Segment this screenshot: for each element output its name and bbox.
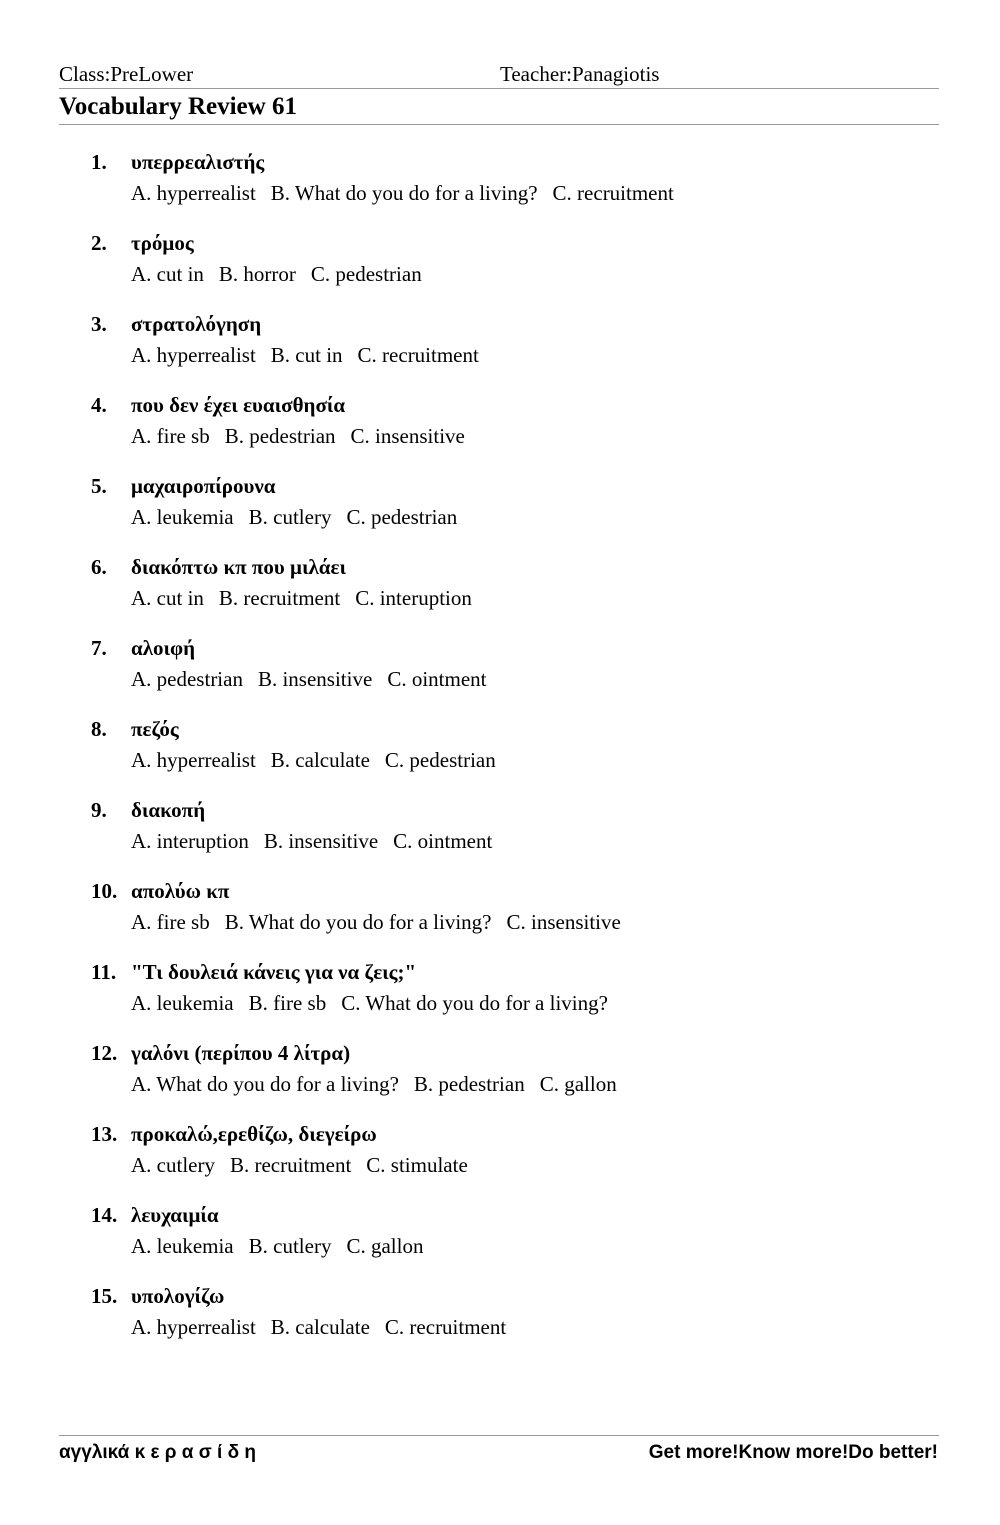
question-number: 11. (91, 960, 117, 984)
question-item (0, 393, 1000, 474)
answer-option[interactable]: A. cutlery (131, 1153, 215, 1177)
question-item (0, 1203, 1000, 1284)
title-divider (59, 124, 939, 125)
question-number: 4. (91, 393, 107, 417)
answer-option[interactable]: C. gallon (346, 1234, 424, 1258)
answer-options (131, 667, 501, 692)
question-number: 10. (91, 879, 118, 903)
answer-option[interactable]: A. cut in (131, 586, 204, 610)
answer-options (131, 991, 623, 1016)
answer-option[interactable]: B. cut in (270, 343, 343, 367)
answer-option[interactable]: B. What do you do for a living? (224, 910, 492, 934)
question-number: 7. (91, 636, 107, 660)
answer-option[interactable]: C. interuption (355, 586, 472, 610)
answer-options (131, 1234, 438, 1259)
answer-option[interactable]: C. insensitive (506, 910, 621, 934)
answer-options (131, 1153, 483, 1178)
class-label: Class:PreLower (59, 62, 194, 86)
question-number: 2. (91, 231, 107, 255)
question-item (0, 474, 1000, 555)
question-number: 5. (91, 474, 107, 498)
teacher-label: Teacher:Panagiotis (500, 62, 660, 86)
question-number: 13. (91, 1122, 118, 1146)
question-term: απολύω κπ (131, 879, 230, 903)
answer-option[interactable]: C. insensitive (350, 424, 465, 448)
question-term: διακόπτω κπ που μιλάει (131, 555, 346, 579)
answer-option[interactable]: C. ointment (393, 829, 493, 853)
answer-options (131, 586, 487, 611)
question-item (0, 1041, 1000, 1122)
answer-option[interactable]: B. cutlery (248, 505, 332, 529)
question-number: 6. (91, 555, 107, 579)
answer-option[interactable]: B. What do you do for a living? (270, 181, 538, 205)
question-item (0, 879, 1000, 960)
question-item (0, 231, 1000, 312)
question-term: υπερρεαλιστής (131, 150, 265, 174)
page-title: Vocabulary Review 61 (59, 93, 297, 120)
question-item (0, 717, 1000, 798)
question-number: 8. (91, 717, 107, 741)
answer-option[interactable]: A. pedestrian (131, 667, 243, 691)
answer-option[interactable]: C. recruitment (357, 343, 479, 367)
footer-slogan: Get more!Know more!Do better! (648, 1442, 938, 1463)
answer-option[interactable]: C. pedestrian (384, 748, 496, 772)
question-term: αλοιφή (131, 636, 196, 660)
question-item (0, 1122, 1000, 1203)
answer-options (131, 181, 689, 206)
question-number: 3. (91, 312, 107, 336)
question-number: 1. (91, 150, 107, 174)
worksheet-header (59, 62, 939, 88)
question-term: διακοπή (131, 798, 206, 822)
question-term: λευχαιμία (131, 1203, 219, 1227)
answer-option[interactable]: C. recruitment (552, 181, 674, 205)
answer-options (131, 262, 437, 287)
question-item (0, 1284, 1000, 1365)
answer-option[interactable]: C. pedestrian (310, 262, 422, 286)
answer-options (131, 1072, 632, 1097)
question-item (0, 150, 1000, 231)
answer-option[interactable]: A. hyperrealist (131, 748, 256, 772)
header-divider (59, 88, 939, 89)
question-term: που δεν έχει ευαισθησία (131, 393, 346, 417)
answer-option[interactable]: B. pedestrian (413, 1072, 525, 1096)
question-item (0, 636, 1000, 717)
answer-option[interactable]: B. calculate (270, 1315, 370, 1339)
answer-options (131, 748, 511, 773)
answer-option[interactable]: C. pedestrian (346, 505, 458, 529)
answer-option[interactable]: B. cutlery (248, 1234, 332, 1258)
question-number: 14. (91, 1203, 118, 1227)
question-term: τρόμος (131, 231, 194, 255)
answer-option[interactable]: B. fire sb (248, 991, 327, 1015)
answer-option[interactable]: B. insensitive (257, 667, 373, 691)
answer-options (131, 505, 472, 530)
footer-divider (59, 1435, 939, 1436)
answer-option[interactable]: C. stimulate (366, 1153, 468, 1177)
question-item (0, 960, 1000, 1041)
question-item (0, 312, 1000, 393)
answer-option[interactable]: B. recruitment (218, 586, 341, 610)
question-term: προκαλώ,ερεθίζω, διεγείρω (131, 1122, 377, 1146)
answer-option[interactable]: B. recruitment (229, 1153, 352, 1177)
question-item (0, 798, 1000, 879)
answer-option[interactable]: A. interuption (131, 829, 249, 853)
question-number: 12. (91, 1041, 118, 1065)
answer-option[interactable]: A. leukemia (131, 991, 234, 1015)
question-term: στρατολόγηση (131, 312, 262, 336)
answer-option[interactable]: A. What do you do for a living? (131, 1072, 399, 1096)
answer-option[interactable]: A. fire sb (131, 910, 210, 934)
answer-option[interactable]: B. pedestrian (224, 424, 336, 448)
answer-option[interactable]: A. hyperrealist (131, 343, 256, 367)
question-term: πεζός (131, 717, 179, 741)
question-item (0, 555, 1000, 636)
answer-options (131, 343, 494, 368)
answer-option[interactable]: C. gallon (539, 1072, 617, 1096)
question-term: υπολογίζω (131, 1284, 225, 1308)
answer-options (131, 424, 480, 449)
question-term: "Τι δουλειά κάνεις για να ζεις;" (131, 960, 417, 984)
answer-option[interactable]: A. leukemia (131, 505, 234, 529)
question-number: 9. (91, 798, 107, 822)
answer-option[interactable]: C. recruitment (384, 1315, 507, 1339)
footer-brand: αγγλικά κ ε ρ α σ ί δ η (59, 1442, 256, 1463)
question-list (0, 150, 1000, 1365)
answer-options (131, 829, 507, 854)
answer-options (131, 910, 636, 935)
answer-option[interactable]: A. hyperrealist (131, 1315, 256, 1339)
question-term: γαλόνι (περίπου 4 λίτρα) (131, 1041, 351, 1065)
answer-option[interactable]: B. calculate (270, 748, 370, 772)
answer-options (131, 1315, 521, 1340)
question-number: 15. (91, 1284, 118, 1308)
answer-option[interactable]: A. cut in (131, 262, 204, 286)
question-term: μαχαιροπίρουνα (131, 474, 276, 498)
answer-option[interactable]: C. ointment (387, 667, 487, 691)
answer-option[interactable]: A. hyperrealist (131, 181, 256, 205)
answer-option[interactable]: B. insensitive (263, 829, 379, 853)
answer-option[interactable]: C. What do you do for a living? (341, 991, 608, 1015)
answer-option[interactable]: B. horror (218, 262, 296, 286)
answer-option[interactable]: A. fire sb (131, 424, 210, 448)
answer-option[interactable]: A. leukemia (131, 1234, 234, 1258)
